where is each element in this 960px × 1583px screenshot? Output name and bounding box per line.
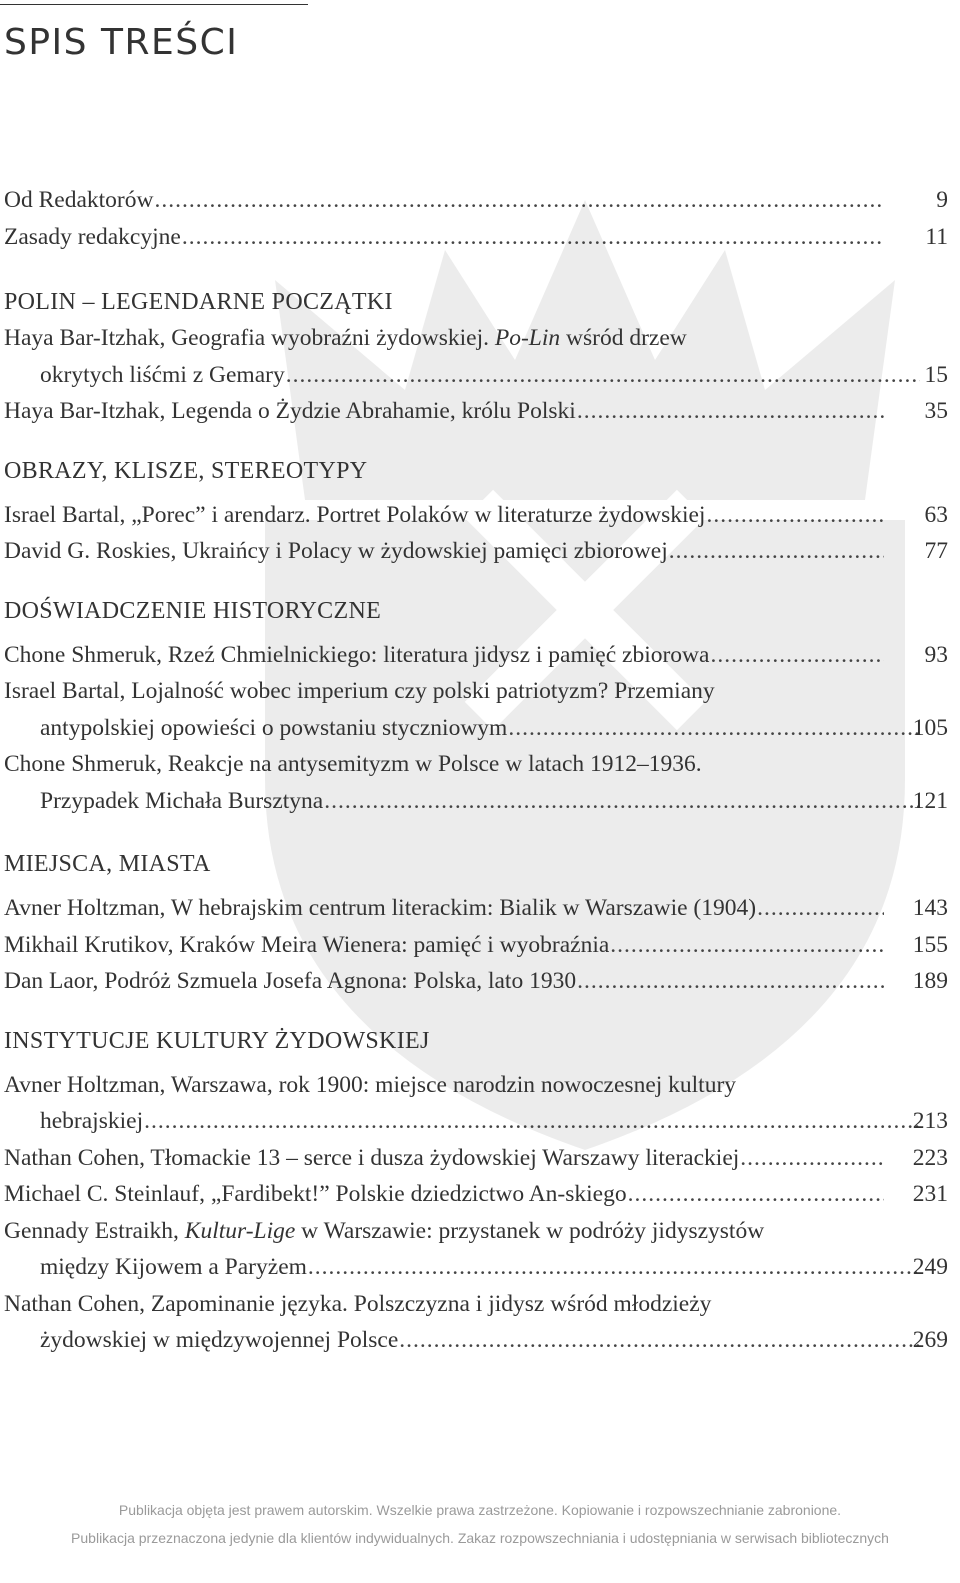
entry-title-part: Haya Bar-Itzhak, Geografia wyobraźni żydowskiej.	[4, 325, 495, 351]
entry-title: Nathan Cohen, Tłomackie 13 – serce i dusza żydowskiej Warszawy literackiej	[4, 1144, 740, 1171]
entry-title-continued: antypolskiej opowieści o powstaniu styczniowym	[40, 714, 508, 741]
toc-entry[interactable]	[0, 533, 948, 570]
entry-title: David G. Roskies, Ukraińcy i Polacy w żydowskiej pamięci zbiorowej	[4, 538, 668, 564]
dot-leader	[577, 393, 884, 430]
entry-title: Israel Bartal, Lojalność wobec imperium czy polski patriotyzm? Przemiany	[4, 678, 715, 704]
entry-title: Michael C. Steinlauf, „Fardibekt!” Polskie dziedzictwo An-skiego	[4, 1181, 627, 1207]
entry-title-continued: hebrajskiej	[40, 1108, 144, 1134]
section-heading: OBRAZY, KLISZE, STEREOTYPY	[4, 457, 368, 484]
toc-entry[interactable]	[0, 746, 948, 819]
toc-entry[interactable]	[0, 1176, 948, 1213]
toc-entry[interactable]	[0, 393, 948, 430]
dot-leader	[144, 1103, 920, 1140]
entry-page: 269	[912, 1327, 948, 1353]
dot-leader	[399, 1322, 920, 1359]
entry-page: 155	[912, 931, 948, 958]
entry-title: Chone Shmeruk, Reakcje na antysemityzm w Polsce w latach 1912–1936.	[4, 751, 702, 777]
entry-title-part: wśród drzew	[560, 325, 687, 351]
toc-entry[interactable]	[0, 1286, 948, 1359]
dot-leader	[286, 357, 920, 394]
toc-entry[interactable]	[0, 182, 948, 219]
dot-leader	[628, 1176, 884, 1213]
section-miejsca	[0, 851, 960, 1000]
toc-entry[interactable]	[0, 963, 948, 1000]
entry-title: Chone Shmeruk, Rzeź Chmielnickiego: literatura jidysz i pamięć zbiorowa	[4, 641, 710, 668]
toc-entry[interactable]	[0, 497, 948, 534]
entry-title-part: w Warszawie: przystanek w podróży jidyszystów	[295, 1217, 765, 1244]
dot-leader	[577, 963, 884, 1000]
toc-entry[interactable]	[0, 1067, 948, 1140]
entry-page: 77	[924, 538, 948, 564]
table-of-contents	[0, 182, 960, 1359]
section-heading: INSTYTUCJE KULTURY ŻYDOWSKIEJ	[4, 1027, 430, 1054]
usage-notice: Publikacja przeznaczona jedynie dla klientów indywidualnych. Zakaz rozpowszechniania i udostępniania w serwisach bibliotecznych	[71, 1530, 889, 1546]
toc-entry[interactable]	[0, 637, 948, 674]
section-heading: DOŚWIADCZENIE HISTORYCZNE	[4, 597, 382, 624]
dot-leader	[308, 1249, 920, 1286]
entry-title: Avner Holtzman, Warszawa, rok 1900: miejsce narodzin nowoczesnej kultury	[4, 1071, 737, 1098]
toc-entry[interactable]	[0, 1213, 948, 1286]
copyright-notice: Publikacja objęta jest prawem autorskim. Wszelkie prawa zastrzeżone. Kopiowanie i rozpowszechnianie zabronione.	[118, 1502, 842, 1518]
front-matter	[0, 182, 960, 255]
dot-leader	[706, 497, 884, 534]
dot-leader	[669, 533, 884, 570]
entry-title-continued: między Kijowem a Paryżem	[40, 1254, 307, 1280]
entry-page: 9	[936, 187, 948, 213]
entry-title: Israel Bartal, „Porec” i arendarz. Portret Polaków w literaturze żydowskiej	[4, 501, 706, 528]
toc-entry[interactable]	[0, 890, 948, 927]
toc-entry[interactable]	[0, 320, 948, 393]
top-rule	[0, 4, 308, 5]
entry-title: Zasady redakcyjne	[4, 223, 181, 250]
entry-title-italic: Po-Lin	[494, 325, 561, 351]
entry-title: Dan Laor, Podróż Szmuela Josefa Agnona: Polska, lato 1930	[4, 968, 577, 994]
entry-title: Avner Holtzman, W hebrajskim centrum literackim: Bialik w Warszawie (1904)	[4, 895, 757, 921]
entry-page: 11	[925, 223, 948, 250]
entry-page: 15	[924, 361, 948, 388]
dot-leader	[740, 1140, 884, 1177]
dot-leader	[710, 637, 884, 674]
entry-page: 143	[912, 895, 948, 921]
entry-title: Mikhail Krutikov, Kraków Meira Wienera: pamięć i wyobraźnia	[4, 931, 610, 958]
dot-leader	[154, 182, 884, 219]
dot-leader	[508, 710, 920, 747]
entry-title-continued: Przypadek Michała Bursztyna	[40, 787, 324, 814]
dot-leader	[324, 783, 920, 820]
section-heading: POLIN – LEGENDARNE POCZĄTKI	[4, 289, 393, 315]
section-polin	[0, 289, 960, 430]
entry-page: 189	[912, 968, 948, 994]
section-heading: MIEJSCA, MIASTA	[4, 851, 211, 877]
toc-entry[interactable]	[0, 673, 948, 746]
entry-page: 35	[924, 398, 948, 424]
entry-page: 105	[912, 714, 948, 741]
toc-entry[interactable]	[0, 219, 948, 256]
entry-page: 249	[912, 1254, 948, 1280]
entry-title-continued: okrytych liśćmi z Gemary	[40, 361, 285, 388]
entry-title-part: Gennady Estraikh,	[4, 1217, 185, 1244]
entry-page: 63	[924, 501, 948, 528]
entry-title: Od Redaktorów	[4, 187, 154, 213]
entry-page: 121	[912, 787, 948, 814]
entry-page: 223	[912, 1144, 948, 1171]
section-instytucje	[0, 1028, 960, 1359]
toc-entry[interactable]	[0, 1140, 948, 1177]
entry-page: 93	[924, 641, 948, 668]
section-doswiadczenie	[0, 598, 960, 820]
entry-title: Nathan Cohen, Zapominanie języka. Polszczyzna i jidysz wśród młodzieży	[4, 1290, 712, 1317]
entry-title-continued: żydowskiej w międzywojennej Polsce	[40, 1327, 399, 1353]
entry-page: 231	[912, 1181, 948, 1207]
page-title: SPIS TREŚCI	[4, 22, 239, 63]
dot-leader	[757, 890, 884, 927]
entry-page: 213	[912, 1108, 948, 1134]
entry-title: Haya Bar-Itzhak, Legenda o Żydzie Abrahamie, królu Polski	[4, 398, 576, 424]
toc-entry[interactable]	[0, 927, 948, 964]
entry-title-italic: Kultur-Lige	[184, 1217, 296, 1244]
dot-leader	[182, 219, 884, 256]
section-obrazy	[0, 458, 960, 570]
dot-leader	[610, 927, 884, 964]
